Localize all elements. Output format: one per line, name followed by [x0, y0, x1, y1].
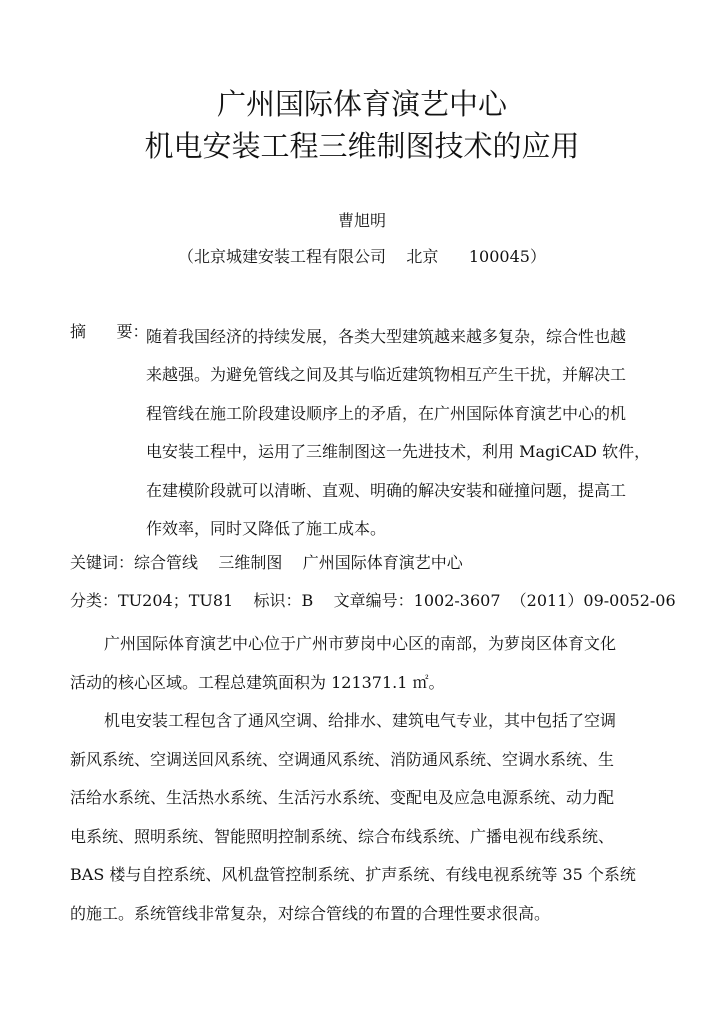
paragraph-line: 活给水系统、生活热水系统、生活污水系统、变配电及应急电源系统、动力配 [70, 788, 615, 807]
paragraph-line: 电系统、照明系统、智能照明控制系统、综合布线系统、广播电视布线系统、 [70, 826, 615, 846]
abstract-line: 程管线在施工阶段建设顺序上的矛盾，在广州国际体育演艺中心的机 [146, 403, 627, 423]
paragraph-line: 活动的核心区域。工程总建筑面积为 121371.1 ㎡。 [70, 672, 445, 692]
abstract-line: 来越强。为避免管线之间及其与临近建筑物相互产生干扰，并解决工 [146, 365, 627, 385]
abstract-line: 电安装工程中，运用了三维制图这一先进技术，利用 MagiCAD 软件， [146, 442, 651, 462]
title-line-1: 广州国际体育演艺中心 [216, 87, 507, 121]
title-line-2: 机电安装工程三维制图技术的应用 [144, 129, 580, 163]
abstract-line: 在建模阶段就可以清晰、直观、明确的解决安装和碰撞问题，提高工 [146, 480, 627, 500]
body-paragraph-1 [70, 625, 656, 702]
abstract-text [146, 318, 658, 548]
body-paragraph-2 [70, 702, 656, 933]
abstract-label: 摘 要： [70, 322, 149, 341]
paragraph-line: 机电安装工程包含了通风空调、给排水、建筑电气专业，其中包括了空调 [104, 711, 617, 730]
abstract-line: 随着我国经济的持续发展，各类大型建筑越来越多复杂，综合性也越 [146, 327, 627, 346]
paragraph-line: 广州国际体育演艺中心位于广州市萝岗中心区的南部，为萝岗区体育文化 [104, 634, 617, 653]
paragraph-line: 的施工。系统管线非常复杂，对综合管线的布置的合理性要求很高。 [70, 903, 551, 923]
author-affiliation: （北京城建安装工程有限公司 北京 100045） [178, 247, 546, 266]
author-name: 曹旭明 [337, 211, 386, 230]
abstract-line: 作效率，同时又降低了施工成本。 [146, 519, 387, 539]
classification-line: 分类：TU204；TU81 标识：B 文章编号：1002-3607 （2011）09-0052-06 [70, 591, 676, 610]
paragraph-line: 新风系统、空调送回风系统、空调通风系统、消防通风系统、空调水系统、生 [70, 749, 615, 769]
paragraph-line: BAS 楼与自控系统、风机盘管控制系统、扩声系统、有线电视系统等 35 个系统 [70, 865, 636, 884]
keywords-line: 关键词：综合管线 三维制图 广州国际体育演艺中心 [70, 553, 463, 572]
